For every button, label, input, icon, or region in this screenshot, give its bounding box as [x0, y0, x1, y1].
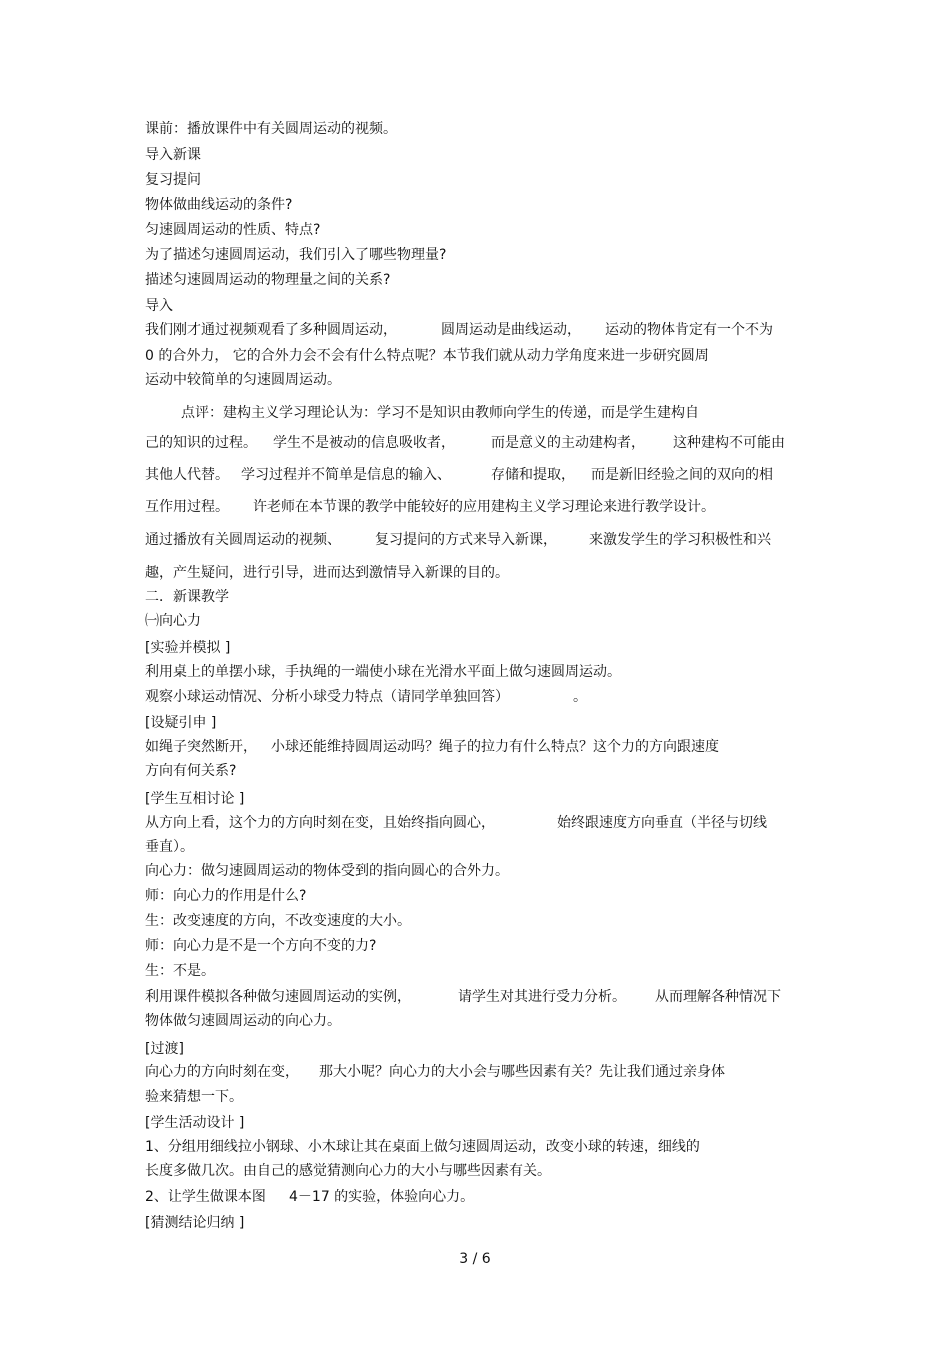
- text-line: [145, 1188, 805, 1206]
- text-line: [猜测结论归纳 ]: [145, 1215, 245, 1231]
- text-line: 复习提问: [145, 172, 201, 188]
- text-line: 物体做匀速圆周运动的向心力。: [145, 1013, 341, 1029]
- text-line: 二．新课教学: [145, 589, 229, 605]
- text-segment: 。: [573, 689, 587, 705]
- page-number: 3 / 6: [459, 1251, 491, 1267]
- text-line: 生：改变速度的方向，不改变速度的大小。: [145, 913, 411, 929]
- text-line: 运动中较简单的匀速圆周运动。: [145, 372, 341, 388]
- text-segment: 小球还能维持圆周运动吗？绳子的拉力有什么特点？这个力的方向跟速度: [271, 739, 719, 755]
- text-line: 生：不是。: [145, 963, 215, 979]
- text-segment: 存储和提取，: [491, 467, 575, 483]
- text-segment: 那大小呢？向心力的大小会与哪些因素有关？先让我们通过亲身体: [319, 1064, 725, 1080]
- text-segment: 我们刚才通过视频观看了多种圆周运动，: [145, 322, 397, 338]
- text-line: 匀速圆周运动的性质、特点?: [145, 222, 321, 238]
- text-line: 向心力：做匀速圆周运动的物体受到的指向圆心的合外力。: [145, 863, 509, 879]
- text-line: 师：向心力是不是一个方向不变的力?: [145, 938, 377, 954]
- text-segment: 如绳子突然断开，: [145, 739, 257, 755]
- text-line: [设疑引申 ]: [145, 715, 217, 731]
- text-segment: 来激发学生的学习积极性和兴: [589, 532, 771, 548]
- text-segment: 2、让学生做课本图: [145, 1189, 266, 1205]
- text-line: [145, 688, 805, 706]
- text-line: [145, 321, 805, 339]
- text-segment: 圆周运动是曲线运动，: [441, 322, 581, 338]
- text-line: 点评：建构主义学习理论认为：学习不是知识由教师向学生的传递，而是学生建构自: [181, 405, 699, 421]
- text-segment: 向心力的方向时刻在变，: [145, 1064, 299, 1080]
- text-line: 描述匀速圆周运动的物理量之间的关系?: [145, 272, 391, 288]
- text-segment: 通过播放有关圆周运动的视频、: [145, 532, 341, 548]
- text-line: [145, 988, 805, 1006]
- text-segment: 己的知识的过程。: [145, 435, 257, 451]
- text-line: [145, 738, 805, 756]
- text-segment: 而是意义的主动建构者，: [491, 435, 645, 451]
- text-line: 方向有何关系?: [145, 763, 237, 779]
- text-segment: 而是新旧经验之间的双向的相: [591, 467, 773, 483]
- text-line: 验来猜想一下。: [145, 1089, 243, 1105]
- text-line: [145, 498, 805, 516]
- text-line: 为了描述匀速圆周运动，我们引入了哪些物理量?: [145, 247, 447, 263]
- text-line: [145, 1063, 805, 1081]
- text-segment: 运动的物体肯定有一个不为: [605, 322, 773, 338]
- text-line: 物体做曲线运动的条件?: [145, 197, 293, 213]
- text-line: [学生活动设计 ]: [145, 1115, 245, 1131]
- text-line: [145, 814, 805, 832]
- text-line: 导入新课: [145, 147, 201, 163]
- text-line: 课前：播放课件中有关圆周运动的视频。: [145, 121, 397, 137]
- text-segment: 互作用过程。: [145, 499, 229, 515]
- text-line: 0 的合外力， 它的合外力会不会有什么特点呢？本节我们就从动力学角度来进一步研究圆周: [145, 348, 709, 364]
- text-segment: 学习过程并不简单是信息的输入、: [241, 467, 451, 483]
- text-line: [145, 434, 805, 452]
- text-segment: 从方向上看，这个力的方向时刻在变，且始终指向圆心，: [145, 815, 495, 831]
- text-segment: 其他人代替。: [145, 467, 229, 483]
- text-segment: 利用课件模拟各种做匀速圆周运动的实例，: [145, 989, 411, 1005]
- text-line: 利用桌上的单摆小球，手执绳的一端使小球在光滑水平面上做匀速圆周运动。: [145, 664, 621, 680]
- text-line: [145, 531, 805, 549]
- text-line: ㈠向心力: [145, 613, 201, 629]
- text-line: [学生互相讨论 ]: [145, 791, 245, 807]
- text-segment: 学生不是被动的信息吸收者，: [273, 435, 455, 451]
- text-segment: 始终跟速度方向垂直（半径与切线: [557, 815, 767, 831]
- text-segment: 许老师在本节课的教学中能较好的应用建构主义学习理论来进行教学设计。: [253, 499, 715, 515]
- text-segment: 复习提问的方式来导入新课，: [375, 532, 557, 548]
- text-line: 垂直）。: [145, 839, 194, 855]
- text-line: 趣，产生疑问，进行引导，进而达到激情导入新课的目的。: [145, 565, 509, 581]
- text-line: [实验并模拟 ]: [145, 640, 231, 656]
- text-line: [145, 466, 805, 484]
- text-segment: 这种建构不可能由: [673, 435, 785, 451]
- text-segment: 请学生对其进行受力分析。: [458, 989, 626, 1005]
- text-segment: 观察小球运动情况、分析小球受力特点（请同学单独回答）: [145, 689, 509, 705]
- text-line: [过渡]: [145, 1041, 184, 1057]
- text-line: 导入: [145, 298, 173, 314]
- text-line: 1、分组用细线拉小钢球、小木球让其在桌面上做匀速圆周运动，改变小球的转速，细线的: [145, 1139, 700, 1155]
- text-segment: 4－17 的实验，体验向心力。: [289, 1189, 475, 1205]
- text-line: 长度多做几次。由自己的感觉猜测向心力的大小与哪些因素有关。: [145, 1163, 551, 1179]
- text-segment: 从而理解各种情况下: [655, 989, 781, 1005]
- text-line: 师：向心力的作用是什么?: [145, 888, 307, 904]
